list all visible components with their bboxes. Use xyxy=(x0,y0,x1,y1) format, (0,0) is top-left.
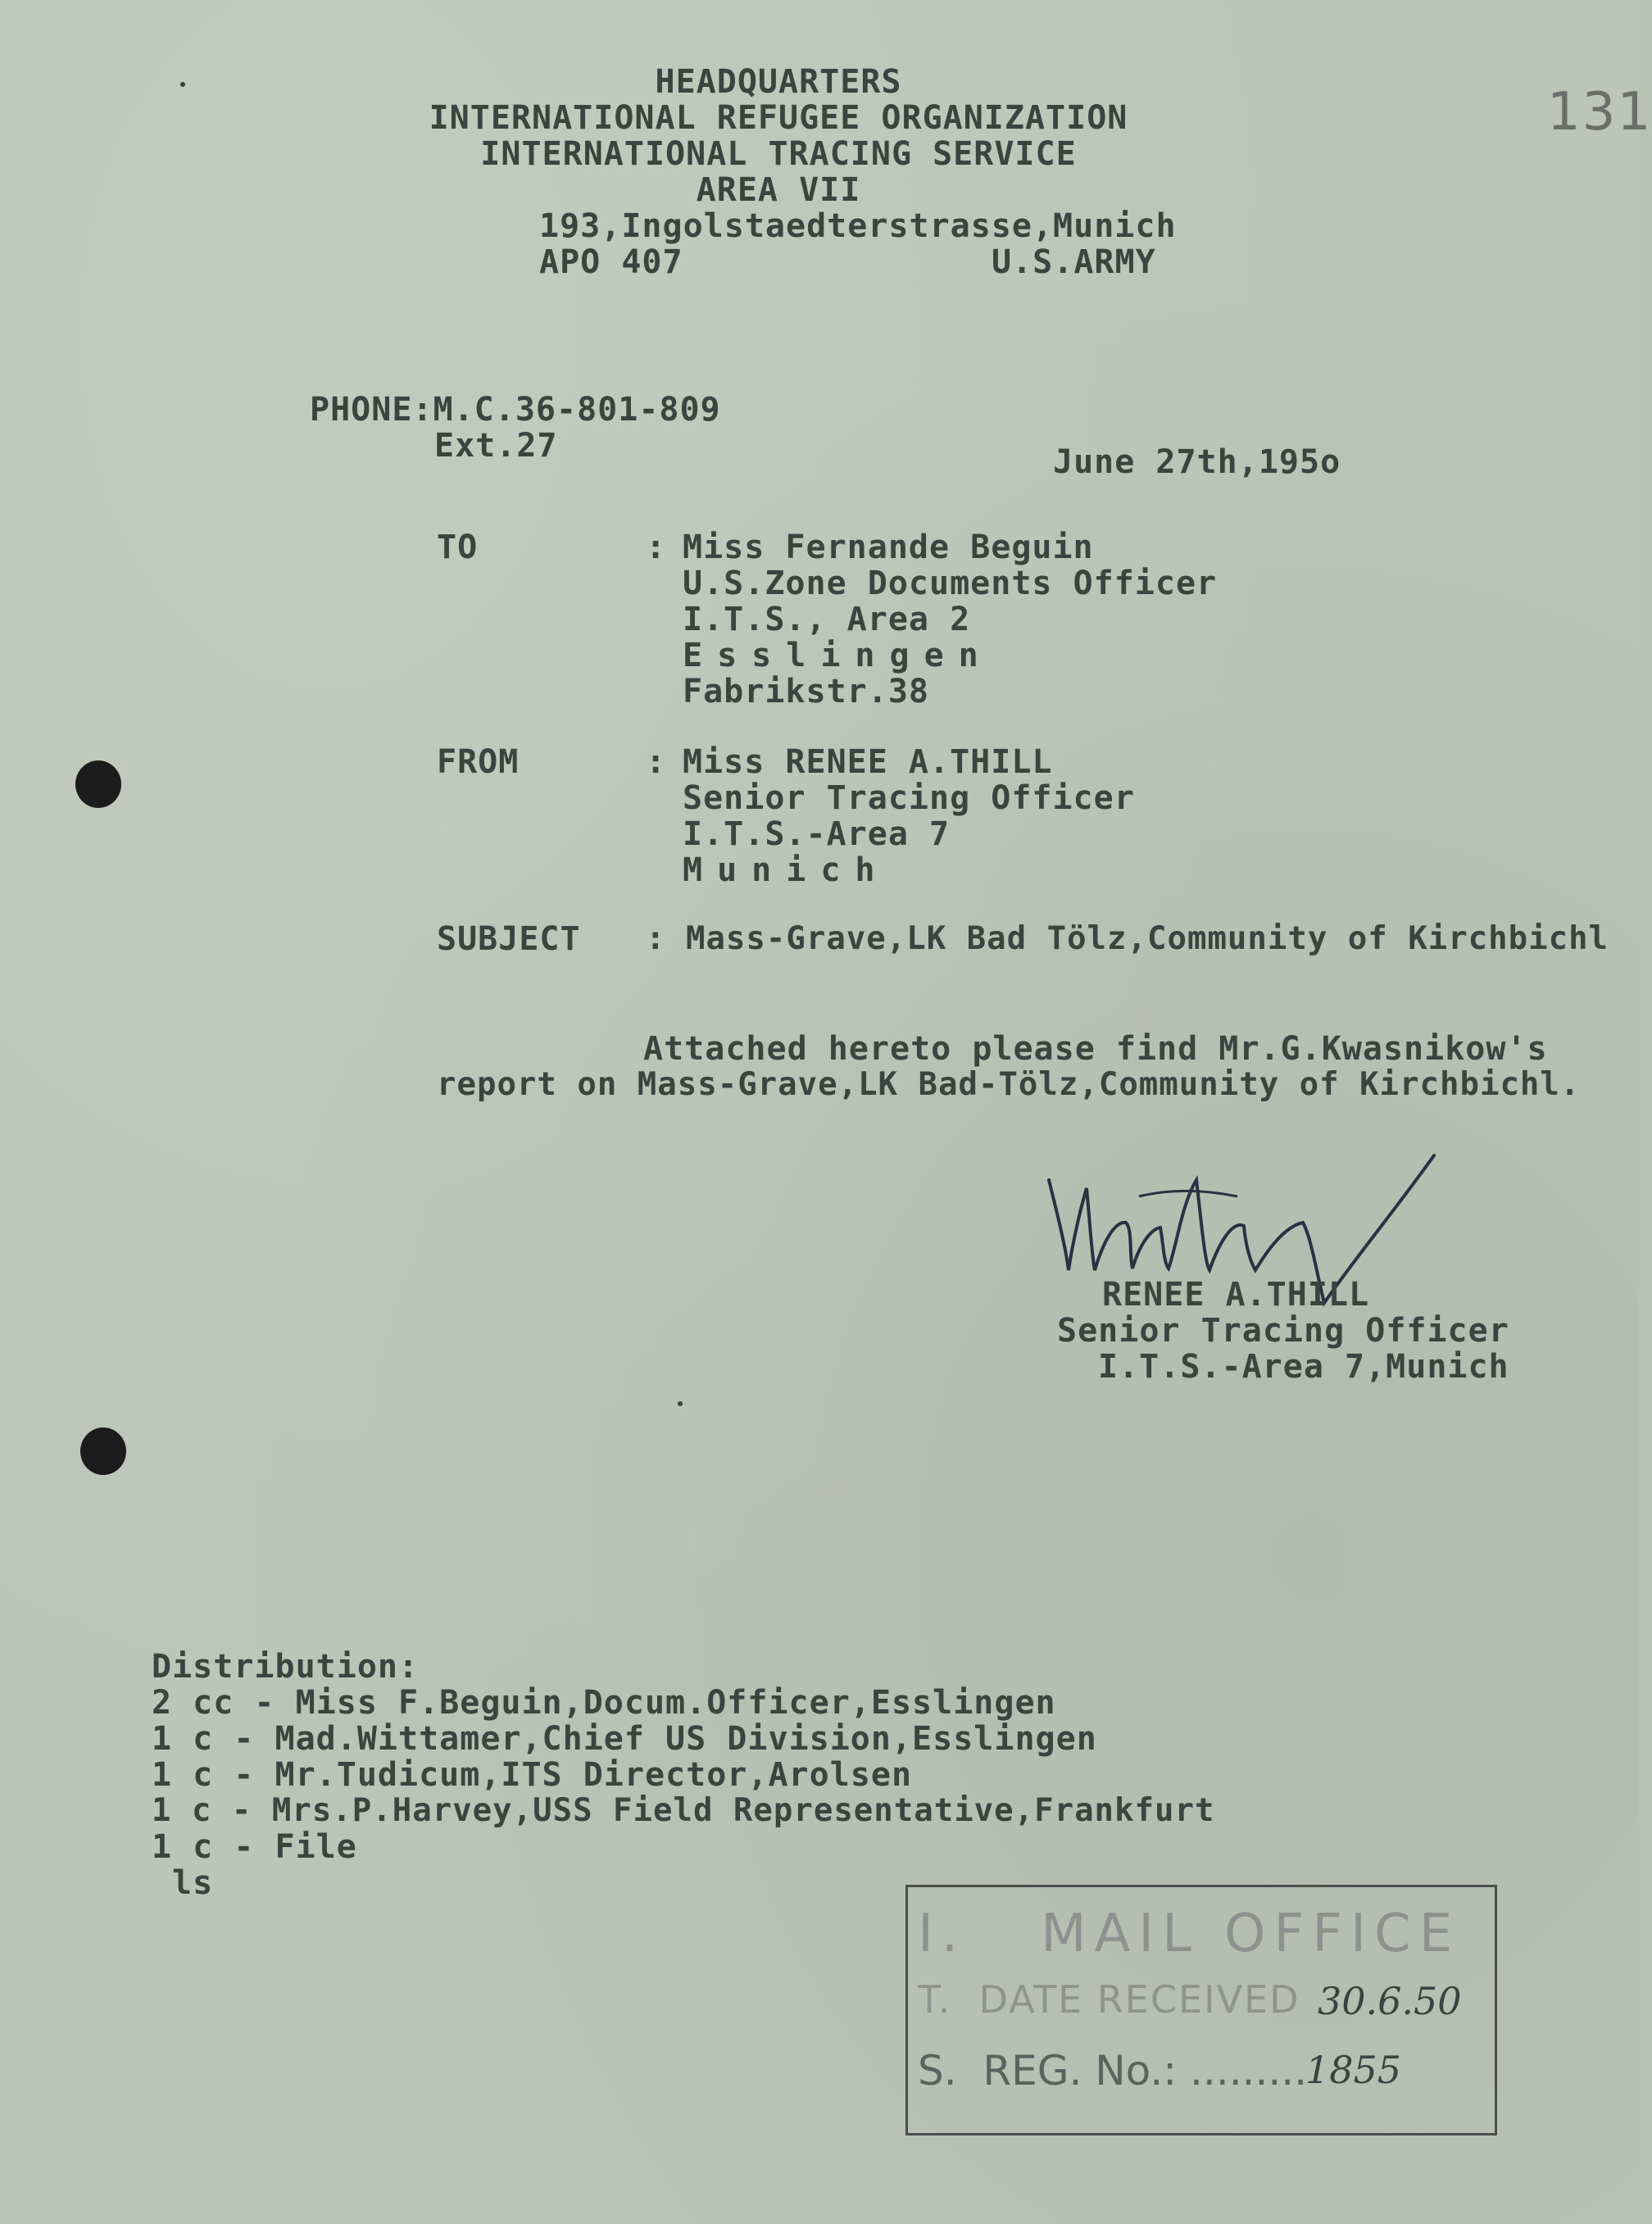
subject-label: SUBJECT xyxy=(437,920,581,958)
letterhead-area: AREA VII xyxy=(696,171,861,209)
letter-date: June 27th,195o xyxy=(1053,443,1341,481)
signature-org: I.T.S.-Area 7,Munich xyxy=(1098,1348,1509,1386)
letterhead-headquarters: HEADQUARTERS xyxy=(655,63,902,101)
signature-title: Senior Tracing Officer xyxy=(1057,1312,1509,1350)
letterhead-apo: APO 407 xyxy=(539,243,683,281)
body-line: Attached hereto please find Mr.G.Kwasnikow's xyxy=(643,1030,1548,1068)
punch-hole xyxy=(75,760,121,808)
signature-name: RENEE A.THILL xyxy=(1102,1276,1370,1314)
page-number: 131 xyxy=(1547,82,1652,143)
stamp-line: T. DATE RECEIVED xyxy=(918,1977,1300,2022)
letterhead-army: U.S.ARMY xyxy=(992,243,1156,281)
to-line: I.T.S., Area 2 xyxy=(683,601,971,638)
from-colon: : xyxy=(646,743,667,781)
ink-speck xyxy=(678,1401,683,1406)
distribution-heading: Distribution: xyxy=(152,1648,420,1686)
letterhead-address: 193,Ingolstaedterstrasse,Munich xyxy=(539,207,1177,245)
distribution-entry: 1 c - Mr.Tudicum,ITS Director,Arolsen xyxy=(152,1756,913,1794)
phone-extension: Ext.27 xyxy=(434,427,558,465)
distribution-entry: 1 c - File xyxy=(152,1828,357,1866)
to-line: Esslingen xyxy=(683,637,993,674)
to-label: TO xyxy=(437,529,479,566)
to-colon: : xyxy=(646,529,667,566)
subject-text: : Mass-Grave,LK Bad Tölz,Community of Kirchbichl xyxy=(646,920,1609,957)
from-label: FROM xyxy=(437,743,520,781)
to-line: Miss Fernande Beguin xyxy=(683,529,1094,566)
stamp-date-received: 30.6.50 xyxy=(1318,1979,1462,2023)
stamp-line: S. REG. No.: ......... xyxy=(918,2047,1308,2095)
body-line: report on Mass-Grave,LK Bad-Tölz,Community of Kirchbichl. xyxy=(437,1066,1581,1103)
distribution-entry: 1 c - Mad.Wittamer,Chief US Division,Esslingen xyxy=(152,1720,1097,1758)
ink-speck xyxy=(180,82,185,87)
from-line: Miss RENEE A.THILL xyxy=(683,743,1053,781)
letterhead-organization: INTERNATIONAL REFUGEE ORGANIZATION xyxy=(429,99,1128,137)
stamp-line: I. MAIL OFFICE xyxy=(918,1904,1461,1964)
from-line: Munich xyxy=(683,851,890,889)
letterhead-service: INTERNATIONAL TRACING SERVICE xyxy=(480,135,1077,173)
mail-office-stamp xyxy=(905,1885,1497,2135)
stamp-reg-number: 1855 xyxy=(1305,2048,1402,2092)
distribution-entry: 2 cc - Miss F.Beguin,Docum.Officer,Esslingen xyxy=(152,1684,1056,1722)
to-line: Fabrikstr.38 xyxy=(683,673,929,710)
phone-number: PHONE:M.C.36-801-809 xyxy=(310,391,721,429)
to-line: U.S.Zone Documents Officer xyxy=(683,565,1218,602)
from-line: Senior Tracing Officer xyxy=(683,779,1135,817)
typist-initials: ls xyxy=(172,1864,214,1902)
punch-hole xyxy=(80,1427,126,1475)
from-line: I.T.S.-Area 7 xyxy=(683,815,951,853)
distribution-entry: 1 c - Mrs.P.Harvey,USS Field Representative,Frankfurt xyxy=(152,1792,1215,1829)
